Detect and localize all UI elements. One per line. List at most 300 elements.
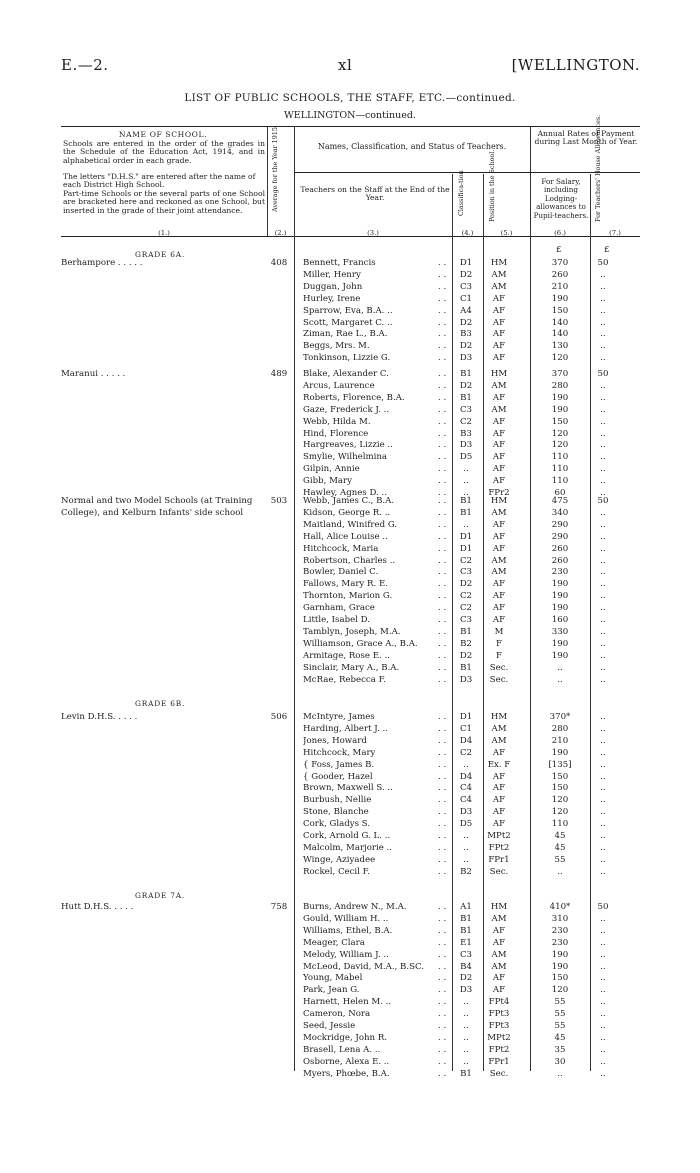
teacher-row <box>300 369 640 381</box>
teacher-classification: B1 <box>460 507 472 518</box>
teacher-position: Sec. <box>489 1068 509 1079</box>
leader-dots: . . <box>438 854 447 865</box>
teacher-row <box>300 294 640 306</box>
leader-dots: . . <box>438 603 447 614</box>
salary-rate: 120 <box>551 353 569 364</box>
teacher-name: Robertson, Charles .. <box>303 555 396 566</box>
house-allowance: .. <box>600 392 606 403</box>
teacher-position: AF <box>492 452 506 463</box>
salary-rate: 260 <box>551 543 569 554</box>
salary-rate: 150 <box>551 416 569 427</box>
house-allowance: .. <box>600 1021 606 1031</box>
teacher-row <box>300 496 640 508</box>
teacher-row <box>300 1045 640 1057</box>
leader-dots: . . <box>438 819 447 830</box>
teacher-position: AF <box>492 819 506 830</box>
teacher-row <box>300 926 640 938</box>
house-allowance: .. <box>600 476 606 487</box>
teacher-name: Hall, Alice Louise .. <box>303 531 388 542</box>
teacher-name: Smylie, Wilhelmina <box>303 452 388 463</box>
teacher-row <box>300 795 640 807</box>
col67-top-header: Annual Rates of Payment during Last Month of Year. <box>534 129 638 147</box>
teacher-classification: A4 <box>460 305 472 316</box>
teacher-position: HM <box>490 902 508 912</box>
teacher-classification: .. <box>463 476 469 487</box>
teacher-row <box>300 603 640 615</box>
leader-dots: . . <box>438 759 447 770</box>
teacher-classification: D2 <box>459 380 473 391</box>
teacher-classification: .. <box>463 854 469 865</box>
teacher-classification: D4 <box>459 771 473 782</box>
teacher-classification: B2 <box>460 638 472 649</box>
salary-rate: 150 <box>551 973 569 984</box>
house-allowance: 50 <box>597 902 609 912</box>
col2-header: Average for the Year 1915. <box>271 125 279 212</box>
teacher-row <box>300 867 640 879</box>
teacher-position: AF <box>492 293 506 304</box>
teacher-name: Hitchcock, Mary <box>303 747 376 758</box>
salary-rate: 150 <box>551 305 569 316</box>
house-allowance: .. <box>600 771 606 782</box>
table-top-rule <box>61 126 640 127</box>
teacher-position: FPt2 <box>488 842 510 853</box>
teacher-position: AM <box>491 567 507 578</box>
teacher-classification: D5 <box>459 819 473 830</box>
leader-dots: . . <box>438 1009 447 1020</box>
teacher-row <box>300 760 640 772</box>
teacher-classification: B1 <box>460 392 472 403</box>
teacher-name: Brown, Maxwell S. .. <box>303 783 393 794</box>
teacher-name: { Gooder, Hazel <box>303 771 373 782</box>
teacher-name: Tamblyn, Joseph, M.A. <box>303 626 401 637</box>
leader-dots: . . <box>438 380 447 391</box>
leader-dots: . . <box>438 831 447 841</box>
teacher-classification: C3 <box>459 949 473 960</box>
leader-dots: . . <box>438 488 447 498</box>
house-allowance: .. <box>600 674 606 685</box>
house-allowance: .. <box>600 452 606 463</box>
house-allowance: 50 <box>597 258 609 268</box>
teacher-classification: .. <box>463 842 469 853</box>
teacher-position: MPt2 <box>487 831 511 841</box>
teacher-row <box>300 843 640 855</box>
teacher-position: AF <box>492 747 506 758</box>
leader-dots: . . <box>438 428 447 439</box>
house-allowance: .. <box>600 997 606 1008</box>
school-name: Berhampore . . . . . <box>61 258 143 268</box>
house-allowance: .. <box>600 854 606 865</box>
teacher-name: Blake, Alexander C. <box>303 369 389 379</box>
teacher-position: AF <box>492 937 506 948</box>
salary-rate: 160 <box>551 615 569 625</box>
teacher-classification: B3 <box>460 329 472 340</box>
page-header-left: E.—2. <box>61 56 109 74</box>
teacher-row <box>300 639 640 651</box>
teacher-name: Hurley, Irene <box>303 293 361 304</box>
teacher-name: Winge, Aziyadee <box>303 854 376 865</box>
house-allowance: .. <box>600 1044 606 1055</box>
teacher-classification: D2 <box>459 650 473 661</box>
salary-rate: 230 <box>551 925 569 936</box>
teacher-row <box>300 1057 640 1069</box>
teacher-classification: C4 <box>459 783 473 794</box>
house-allowance: .. <box>600 579 606 590</box>
leader-dots: . . <box>438 842 447 853</box>
house-allowance: .. <box>600 567 606 578</box>
leader-dots: . . <box>438 1056 447 1067</box>
teacher-position: AF <box>492 973 506 984</box>
house-allowance: .. <box>600 626 606 637</box>
teacher-row <box>300 440 640 452</box>
house-allowance: .. <box>600 428 606 439</box>
salary-rate: 260 <box>551 555 569 566</box>
leader-dots: . . <box>438 464 447 475</box>
salary-rate: 370* <box>549 712 571 722</box>
teacher-position: AF <box>492 795 506 806</box>
teacher-name: Gould, William H. .. <box>303 913 389 924</box>
col3-header: Teachers on the Staff at the End of the Year. <box>300 185 450 203</box>
teacher-classification: C1 <box>459 723 473 734</box>
teacher-name: Burns, Andrew N., M.A. <box>303 902 407 912</box>
teacher-position: AM <box>491 281 507 292</box>
salary-rate: 330 <box>551 626 569 637</box>
teacher-name: Ziman, Rae L., B.A. <box>303 329 388 340</box>
teacher-row <box>300 1021 640 1033</box>
teacher-row <box>300 579 640 591</box>
teacher-row <box>300 962 640 974</box>
teacher-row <box>300 544 640 556</box>
leader-dots: . . <box>438 771 447 782</box>
house-allowance: .. <box>600 759 606 770</box>
house-allowance: .. <box>600 937 606 948</box>
house-allowance: .. <box>600 1056 606 1067</box>
col-number: (5.) <box>500 229 513 237</box>
teacher-name: Beggs, Mrs. M. <box>303 341 370 352</box>
col-number: (6.) <box>554 229 566 237</box>
teacher-classification: D2 <box>459 579 473 590</box>
teacher-position: AF <box>492 771 506 782</box>
leader-dots: . . <box>438 329 447 340</box>
leader-dots: . . <box>438 913 447 924</box>
teacher-classification: C3 <box>459 615 473 625</box>
teacher-position: FPt4 <box>488 997 510 1008</box>
teacher-row <box>300 567 640 579</box>
teacher-position: AF <box>492 591 506 602</box>
leader-dots: . . <box>438 674 447 685</box>
teacher-name: Gibb, Mary <box>303 476 352 487</box>
teacher-name: Miller, Henry <box>303 269 361 280</box>
teacher-position: AF <box>492 615 506 625</box>
leader-dots: . . <box>438 866 447 877</box>
salary-rate: 190 <box>551 638 569 649</box>
teacher-classification: D1 <box>459 258 473 268</box>
leader-dots: . . <box>438 555 447 566</box>
teacher-classification: D1 <box>459 531 473 542</box>
salary-rate: 120 <box>551 428 569 439</box>
leader-dots: . . <box>438 591 447 602</box>
leader-dots: . . <box>438 476 447 487</box>
col4-header: Classifica-tion <box>457 170 465 216</box>
school-average: 758 <box>270 902 288 912</box>
teacher-name: Rockel, Cecil F. <box>303 866 371 877</box>
teacher-row <box>300 783 640 795</box>
house-allowance: .. <box>600 507 606 518</box>
leader-dots: . . <box>438 258 447 268</box>
teacher-classification: .. <box>463 1044 469 1055</box>
house-allowance: .. <box>600 1068 606 1079</box>
salary-rate: 190 <box>551 650 569 661</box>
teacher-row <box>300 452 640 464</box>
teacher-row <box>300 938 640 950</box>
salary-rate: 190 <box>551 392 569 403</box>
salary-rate: 340 <box>551 507 569 518</box>
teacher-name: Kidson, George R. .. <box>303 507 391 518</box>
salary-rate: 150 <box>551 771 569 782</box>
house-allowance: .. <box>600 305 606 316</box>
teacher-classification: .. <box>463 464 469 475</box>
teacher-classification: .. <box>463 1009 469 1020</box>
teacher-position: AF <box>492 985 506 996</box>
leader-dots: . . <box>438 341 447 352</box>
teacher-classification: D3 <box>459 985 473 996</box>
teacher-name: Gilpin, Annie <box>303 464 360 475</box>
teacher-name: Burbush, Nellie <box>303 795 372 806</box>
teacher-position: FPt3 <box>488 1021 510 1031</box>
teacher-name: Sinclair, Mary A., B.A. <box>303 662 400 673</box>
teacher-position: AM <box>491 404 507 415</box>
teacher-row <box>300 353 640 365</box>
teacher-classification: C4 <box>459 795 473 806</box>
teacher-classification: .. <box>463 759 469 770</box>
teacher-classification: C3 <box>459 281 473 292</box>
teacher-name: McRae, Rebecca F. <box>303 674 386 685</box>
teacher-name: Hitchcock, Maria <box>303 543 379 554</box>
teacher-row <box>300 306 640 318</box>
teacher-classification: .. <box>463 1021 469 1031</box>
teacher-position: AF <box>492 925 506 936</box>
teacher-position: AM <box>491 507 507 518</box>
salary-rate: 190 <box>551 404 569 415</box>
house-allowance: .. <box>600 329 606 340</box>
salary-rate: 30 <box>554 1056 566 1067</box>
house-allowance: .. <box>600 925 606 936</box>
leader-dots: . . <box>438 1044 447 1055</box>
salary-rate: 260 <box>551 269 569 280</box>
salary-rate: .. <box>557 1068 563 1079</box>
teacher-classification: E1 <box>460 937 472 948</box>
house-allowance: .. <box>600 747 606 758</box>
house-allowance: .. <box>600 1032 606 1043</box>
teacher-name: Brasell, Lena A. .. <box>303 1044 381 1055</box>
col-number: (4.) <box>461 229 474 237</box>
salary-rate: 370 <box>551 258 569 268</box>
page-header-right: [WELLINGTON. <box>511 56 640 74</box>
teacher-classification: D4 <box>459 735 473 746</box>
teacher-row <box>300 1069 640 1081</box>
teacher-name: Maitland, Winifred G. <box>303 519 398 530</box>
teacher-row <box>300 508 640 520</box>
house-allowance: .. <box>600 404 606 415</box>
teacher-row <box>300 282 640 294</box>
teacher-classification: C2 <box>459 555 473 566</box>
teacher-position: HM <box>490 496 508 506</box>
salary-rate: 190 <box>551 961 569 972</box>
teacher-name: Hind, Florence <box>303 428 369 439</box>
leader-dots: . . <box>438 1021 447 1031</box>
leader-dots: . . <box>438 985 447 996</box>
salary-rate: 210 <box>551 735 569 746</box>
salary-rate: 120 <box>551 985 569 996</box>
leader-dots: . . <box>438 496 447 506</box>
teacher-row <box>300 393 640 405</box>
house-allowance: .. <box>600 380 606 391</box>
teacher-name: Cork, Gladys S. <box>303 819 371 830</box>
leader-dots: . . <box>438 735 447 746</box>
teacher-name: Sparrow, Eva, B.A. .. <box>303 305 393 316</box>
house-allowance: .. <box>600 464 606 475</box>
teacher-name: Scott, Margaret C. .. <box>303 317 393 328</box>
teacher-position: AM <box>491 961 507 972</box>
salary-rate: 55 <box>554 1009 566 1020</box>
page-title: LIST OF PUBLIC SCHOOLS, THE STAFF, ETC.—continued. <box>184 92 516 104</box>
salary-rate: 120 <box>551 440 569 451</box>
teacher-classification: D2 <box>459 973 473 984</box>
teacher-classification: B1 <box>460 925 472 936</box>
teacher-classification: A1 <box>460 902 472 912</box>
leader-dots: . . <box>438 281 447 292</box>
teacher-row <box>300 591 640 603</box>
teacher-name: Arcus, Laurence <box>303 380 375 391</box>
teacher-name: Cameron, Nora <box>303 1009 371 1020</box>
house-allowance: .. <box>600 842 606 853</box>
school-name: Normal and two Model Schools (at Training College), and Kelburn Infants' side school <box>61 496 253 518</box>
salary-rate: 45 <box>554 1032 566 1043</box>
teacher-name: Harding, Albert J. .. <box>303 723 389 734</box>
salary-rate: [135] <box>548 759 572 770</box>
col3-top-header: Names, Classification, and Status of Teachers. <box>317 142 507 151</box>
page-number: xl <box>338 56 353 74</box>
teacher-name: Bowler, Daniel C. <box>303 567 379 578</box>
teacher-position: Sec. <box>489 866 509 877</box>
teacher-classification: C2 <box>459 747 473 758</box>
teacher-classification: D3 <box>459 440 473 451</box>
teacher-row <box>300 772 640 784</box>
teacher-row <box>300 520 640 532</box>
leader-dots: . . <box>438 567 447 578</box>
grade-heading: GRADE 7A. <box>135 891 186 900</box>
teacher-row <box>300 985 640 997</box>
house-allowance: .. <box>600 440 606 451</box>
salary-rate: 190 <box>551 949 569 960</box>
teacher-name: Osborne, Alexa E. .. <box>303 1056 390 1067</box>
salary-rate: 120 <box>551 807 569 818</box>
teacher-name: Jones, Howard <box>303 735 367 746</box>
pound-sign: £ <box>604 245 610 255</box>
subheader-rule <box>294 172 640 173</box>
teacher-row <box>300 429 640 441</box>
leader-dots: . . <box>438 369 447 379</box>
teacher-name: Hargreaves, Lizzie .. <box>303 440 393 451</box>
teacher-position: AM <box>491 723 507 734</box>
salary-rate: 35 <box>554 1044 566 1055</box>
salary-rate: 120 <box>551 795 569 806</box>
house-allowance: .. <box>600 341 606 352</box>
salary-rate: .. <box>557 674 563 685</box>
leader-dots: . . <box>438 507 447 518</box>
house-allowance: .. <box>600 783 606 794</box>
house-allowance: .. <box>600 591 606 602</box>
teacher-classification: C1 <box>459 293 473 304</box>
teacher-classification: D3 <box>459 807 473 818</box>
salary-rate: 230 <box>551 937 569 948</box>
house-allowance: .. <box>600 353 606 364</box>
teacher-position: AM <box>491 735 507 746</box>
salary-rate: 190 <box>551 293 569 304</box>
teacher-position: AM <box>491 913 507 924</box>
leader-dots: . . <box>438 973 447 984</box>
teacher-name: Armitage, Rose E. .. <box>303 650 390 661</box>
leader-dots: . . <box>438 440 447 451</box>
teacher-position: AF <box>492 341 506 352</box>
salary-rate: 290 <box>551 519 569 530</box>
teacher-position: MPt2 <box>487 1032 511 1043</box>
teacher-name: Melody, William J. .. <box>303 949 389 960</box>
teacher-classification: .. <box>463 1032 469 1043</box>
teacher-row <box>300 341 640 353</box>
teacher-name: Tonkinson, Lizzie G. <box>303 353 391 364</box>
page-subtitle: WELLINGTON—continued. <box>284 110 416 121</box>
teacher-row <box>300 973 640 985</box>
teacher-position: AF <box>492 440 506 451</box>
teacher-position: AF <box>492 317 506 328</box>
salary-rate: 130 <box>551 341 569 352</box>
teacher-classification: B1 <box>460 1068 472 1079</box>
leader-dots: . . <box>438 579 447 590</box>
school-average: 503 <box>270 496 288 506</box>
teacher-position: AF <box>492 531 506 542</box>
teacher-position: AM <box>491 555 507 566</box>
teacher-row <box>300 997 640 1009</box>
teacher-position: AF <box>492 428 506 439</box>
col5-header: Position in the School. <box>488 149 496 222</box>
teacher-classification: D2 <box>459 341 473 352</box>
leader-dots: . . <box>438 353 447 364</box>
teacher-position: HM <box>490 369 508 379</box>
teacher-position: AF <box>492 305 506 316</box>
house-allowance: .. <box>600 949 606 960</box>
teacher-name: { Foss, James B. <box>303 759 375 770</box>
house-allowance: .. <box>600 662 606 673</box>
teacher-position: AM <box>491 269 507 280</box>
leader-dots: . . <box>438 452 447 463</box>
teacher-row <box>300 663 640 675</box>
salary-rate: 310 <box>551 913 569 924</box>
house-allowance: .. <box>600 735 606 746</box>
teacher-name: Webb, Hilda M. <box>303 416 371 427</box>
teacher-name: Thornton, Marion G. <box>303 591 393 602</box>
teacher-classification: B1 <box>460 626 472 637</box>
house-allowance: .. <box>600 519 606 530</box>
teacher-classification: .. <box>463 831 469 841</box>
col-number: (1.) <box>158 229 170 237</box>
teacher-row <box>300 902 640 914</box>
salary-rate: 280 <box>551 723 569 734</box>
salary-rate: .. <box>557 662 563 673</box>
house-allowance: .. <box>600 543 606 554</box>
leader-dots: . . <box>438 305 447 316</box>
leader-dots: . . <box>438 747 447 758</box>
teacher-position: FPr1 <box>488 854 510 865</box>
